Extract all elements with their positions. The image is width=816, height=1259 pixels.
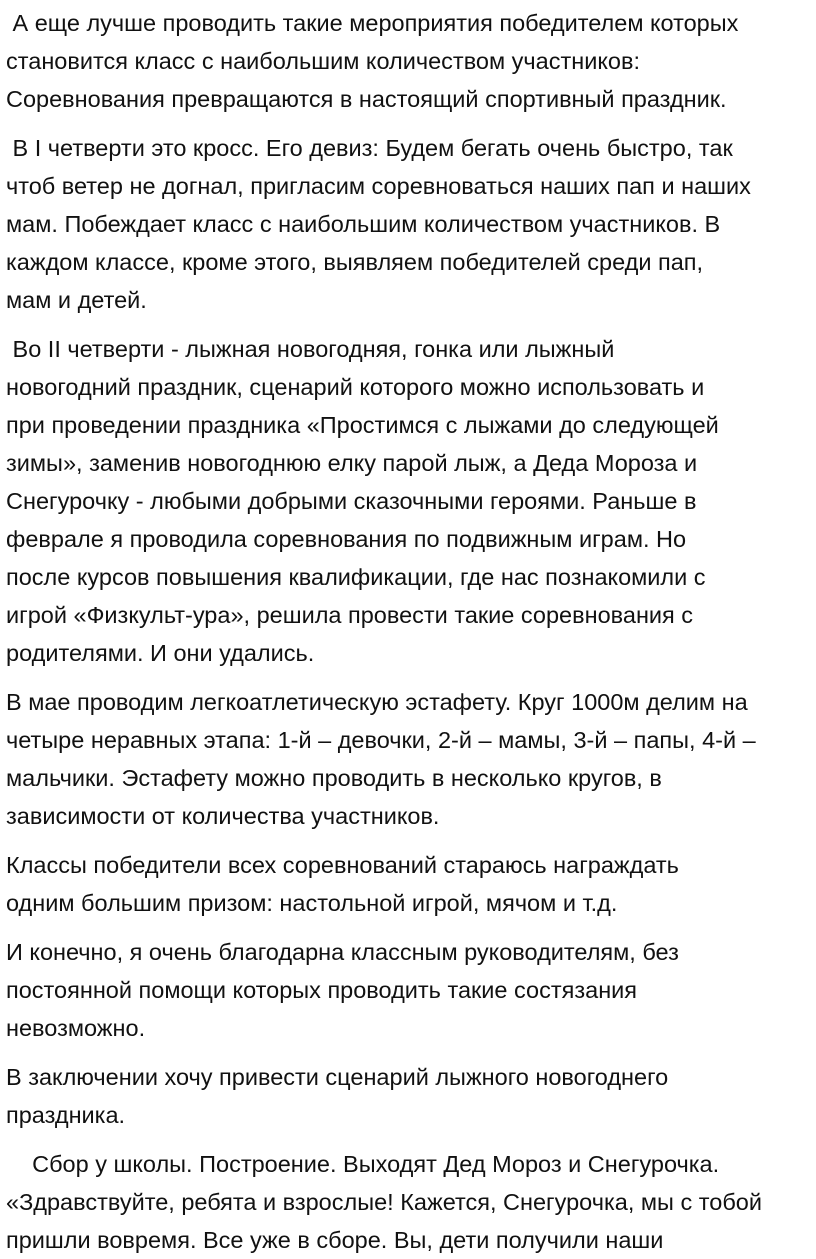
text-line: В заключении хочу привести сценарий лыжного новогоднего <box>6 1064 669 1090</box>
paragraph-first-quarter <box>6 129 814 319</box>
paragraph-may-relay <box>6 683 814 835</box>
text-line: Классы победители всех соревнований стараюсь награждать <box>6 852 679 878</box>
text-line: при проведении праздника «Простимся с лыжами до следующей <box>6 412 719 438</box>
text-line: мальчики. Эстафету можно проводить в несколько кругов, в <box>6 765 662 791</box>
text-line: постоянной помощи которых проводить такие состязания <box>6 977 638 1003</box>
paragraph-gratitude <box>6 933 814 1047</box>
text-line: после курсов повышения квалификации, где нас познакомили с <box>6 564 706 590</box>
paragraph-second-quarter <box>6 330 814 672</box>
text-line: новогодний праздник, сценарий которого можно использовать и <box>6 374 705 400</box>
text-line: мам и детей. <box>6 287 147 313</box>
paragraph-prizes <box>6 846 814 922</box>
text-line: И конечно, я очень благодарна классным руководителям, без <box>6 939 679 965</box>
text-line: становится класс с наибольшим количеством участников: <box>6 48 640 74</box>
text-line: родителями. И они удались. <box>6 640 315 666</box>
text-line: четыре неравных этапа: 1-й – девочки, 2-й – мамы, 3-й – папы, 4-й – <box>6 727 756 753</box>
text-line: феврале я проводила соревнования по подвижным играм. Но <box>6 526 687 552</box>
paragraph-conclusion <box>6 1058 814 1134</box>
text-line: зимы», заменив новогоднюю елку парой лыж, а Деда Мороза и <box>6 450 698 476</box>
paragraph-competitions-intro <box>6 4 814 118</box>
text-line: А еще лучше проводить такие мероприятия победителем которых <box>6 10 739 36</box>
text-line: чтоб ветер не догнал, пригласим соревноваться наших пап и наших <box>6 173 751 199</box>
text-line: Сбор у школы. Построение. Выходят Дед Мороз и Снегурочка. <box>6 1151 720 1177</box>
text-line: Снегурочку - любыми добрыми сказочными героями. Раньше в <box>6 488 697 514</box>
text-line: «Здравствуйте, ребята и взрослые! Кажется, Снегурочка, мы с тобой <box>6 1189 762 1215</box>
text-line: каждом классе, кроме этого, выявляем победителей среди пап, <box>6 249 704 275</box>
text-line: В I четверти это кросс. Его девиз: Будем бегать очень быстро, так <box>6 135 733 161</box>
text-line: мам. Побеждает класс с наибольшим количеством участников. В <box>6 211 721 237</box>
text-line: праздника. <box>6 1102 126 1128</box>
text-line: игрой «Физкульт-ура», решила провести такие соревнования с <box>6 602 694 628</box>
text-line: одним большим призом: настольной игрой, мячом и т.д. <box>6 890 618 916</box>
text-line: Во II четверти - лыжная новогодняя, гонка или лыжный <box>6 336 615 362</box>
text-line: Соревнования превращаются в настоящий спортивный праздник. <box>6 86 727 112</box>
text-line: пришли вовремя. Все уже в сборе. Вы, дети получили наши <box>6 1227 664 1253</box>
text-line: В мае проводим легкоатлетическую эстафету. Круг 1000м делим на <box>6 689 748 715</box>
text-line: невозможно. <box>6 1015 146 1041</box>
text-line: зависимости от количества участников. <box>6 803 440 829</box>
paragraph-scenario-start <box>6 1145 814 1259</box>
